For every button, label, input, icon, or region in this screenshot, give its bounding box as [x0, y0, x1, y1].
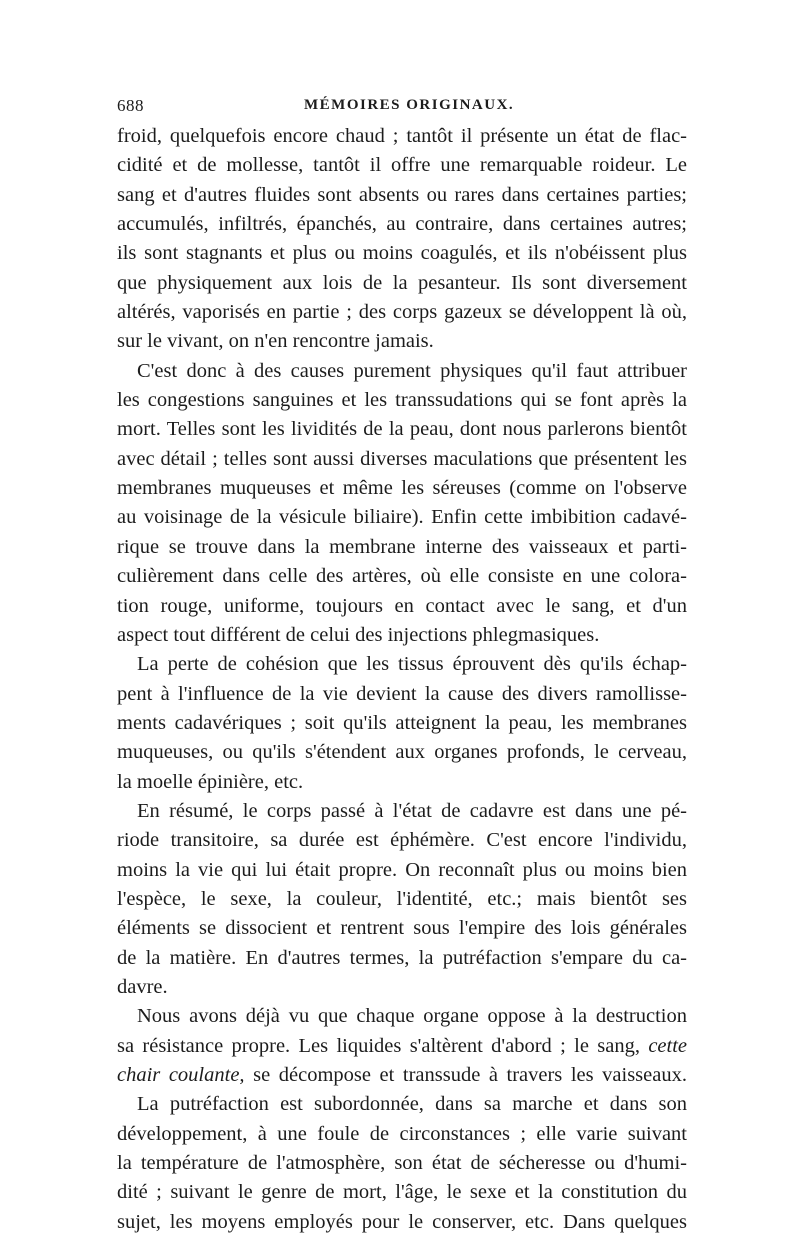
- text-line: [117, 1178, 687, 1207]
- text-line: [117, 386, 687, 415]
- text-line: [117, 269, 687, 298]
- line-text: riode transitoire, sa durée est éphémère. C'est encore l'individu,: [117, 829, 687, 852]
- text-line: [117, 210, 687, 239]
- body-text: [117, 122, 687, 1237]
- italic-phrase: cette: [648, 1034, 687, 1057]
- line-text: que physiquement aux lois de la pesanteur. Ils sont diversement: [117, 271, 687, 294]
- text-line: [117, 562, 687, 591]
- running-title: MÉMOIRES ORIGINAUX.: [304, 97, 515, 113]
- line-text: sang et d'autres fluides sont absents ou rares dans certaines parties;: [117, 183, 687, 206]
- line-text: membranes muqueuses et même les séreuses (comme on l'observe: [117, 477, 687, 500]
- line-text: se décompose et transsude à travers les vaisseaux.: [253, 1064, 687, 1086]
- line-text: dité ; suivant le genre de mort, l'âge, le sexe et la constitution du: [117, 1181, 687, 1204]
- text-line: [117, 239, 687, 268]
- text-line: [117, 738, 687, 767]
- text-line: [117, 826, 687, 855]
- line-text: froid, quelquefois encore chaud ; tantôt il présente un état de flac-: [117, 125, 687, 147]
- text-line: [117, 357, 687, 386]
- line-text: davre.: [117, 975, 168, 998]
- text-line: [117, 797, 687, 826]
- text-line: [117, 122, 687, 151]
- text-line: [117, 1120, 687, 1149]
- line-text: Nous avons déjà vu que chaque organe oppose à la destruction: [137, 1005, 687, 1028]
- text-line: [117, 768, 687, 797]
- text-line: [117, 1090, 687, 1119]
- page-number: 688: [117, 96, 144, 115]
- text-line: [117, 151, 687, 180]
- line-text: ments cadavériques ; soit qu'ils atteignent la peau, les membranes: [117, 711, 687, 734]
- line-text: culièrement dans celle des artères, où elle consiste en une colora-: [117, 565, 687, 588]
- line-text: tion rouge, uniforme, toujours en contact avec le sang, et d'un: [117, 594, 687, 617]
- text-line: [117, 1208, 687, 1237]
- text-line: [117, 533, 687, 562]
- text-line: [117, 474, 687, 503]
- text-line: [117, 885, 687, 914]
- line-text: La perte de cohésion que les tissus éprouvent dès qu'ils échap-: [137, 653, 687, 676]
- text-line: [117, 944, 687, 973]
- text-line: [117, 1002, 687, 1031]
- line-text: sujet, les moyens employés pour le conserver, etc. Dans quelques: [117, 1210, 687, 1233]
- line-text: au voisinage de la vésicule biliaire). Enfin cette imbibition cadavé-: [117, 506, 687, 529]
- line-text: développement, à une foule de circonstances ; elle varie suivant: [117, 1122, 687, 1145]
- italic-phrase: chair coulante,: [117, 1064, 245, 1086]
- line-text: avec détail ; telles sont aussi diverses maculations que présentent les: [117, 447, 687, 470]
- line-text: mort. Telles sont les lividités de la peau, dont nous parlerons bientôt: [117, 418, 687, 441]
- text-line: [117, 1061, 687, 1090]
- text-line: [117, 181, 687, 210]
- line-text: sa résistance propre. Les liquides s'altèrent d'abord ; le sang,: [117, 1034, 640, 1057]
- line-text: moins la vie qui lui était propre. On reconnaît plus ou moins bien: [117, 858, 687, 881]
- line-text: sur le vivant, on n'en rencontre jamais.: [117, 330, 434, 353]
- text-line: [117, 298, 687, 327]
- text-line: [117, 621, 687, 650]
- line-text: l'espèce, le sexe, la couleur, l'identité, etc.; mais bientôt ses: [117, 887, 687, 910]
- line-text: En résumé, le corps passé à l'état de cadavre est dans une pé-: [137, 799, 687, 822]
- text-line: [117, 1032, 687, 1061]
- text-line: [117, 327, 687, 356]
- line-text: accumulés, infiltrés, épanchés, au contraire, dans certaines autres;: [117, 213, 687, 236]
- running-head: [117, 96, 687, 118]
- line-text: pent à l'influence de la vie devient la cause des divers ramollisse-: [117, 682, 687, 705]
- line-text: les congestions sanguines et les transsudations qui se font après la: [117, 389, 687, 412]
- text-line: [117, 973, 687, 1002]
- line-text: aspect tout différent de celui des injections phlegmasiques.: [117, 623, 600, 646]
- text-line: [117, 1149, 687, 1178]
- line-text: de la matière. En d'autres termes, la putréfaction s'empare du ca-: [117, 946, 687, 969]
- text-line: [117, 650, 687, 679]
- line-text: la température de l'atmosphère, son état de sécheresse ou d'humi-: [117, 1152, 687, 1175]
- text-line: [117, 415, 687, 444]
- text-line: [117, 709, 687, 738]
- text-line: [117, 680, 687, 709]
- line-text: ils sont stagnants et plus ou moins coagulés, et ils n'obéissent plus: [117, 242, 687, 265]
- line-text: muqueuses, ou qu'ils s'étendent aux organes profonds, le cerveau,: [117, 741, 687, 764]
- line-text: la moelle épinière, etc.: [117, 770, 304, 793]
- line-text: rique se trouve dans la membrane interne des vaisseaux et parti-: [117, 535, 687, 558]
- text-line: [117, 503, 687, 532]
- line-text: cidité et de mollesse, tantôt il offre une remarquable roideur. Le: [117, 154, 687, 177]
- text-line: [117, 445, 687, 474]
- line-text: C'est donc à des causes purement physiques qu'il faut attribuer: [137, 359, 687, 382]
- text-line: [117, 856, 687, 885]
- line-text: éléments se dissocient et rentrent sous l'empire des lois générales: [117, 917, 687, 940]
- text-line: [117, 914, 687, 943]
- text-line: [117, 592, 687, 621]
- line-text: La putréfaction est subordonnée, dans sa marche et dans son: [137, 1093, 687, 1116]
- line-text: altérés, vaporisés en partie ; des corps gazeux se développent là où,: [117, 301, 687, 324]
